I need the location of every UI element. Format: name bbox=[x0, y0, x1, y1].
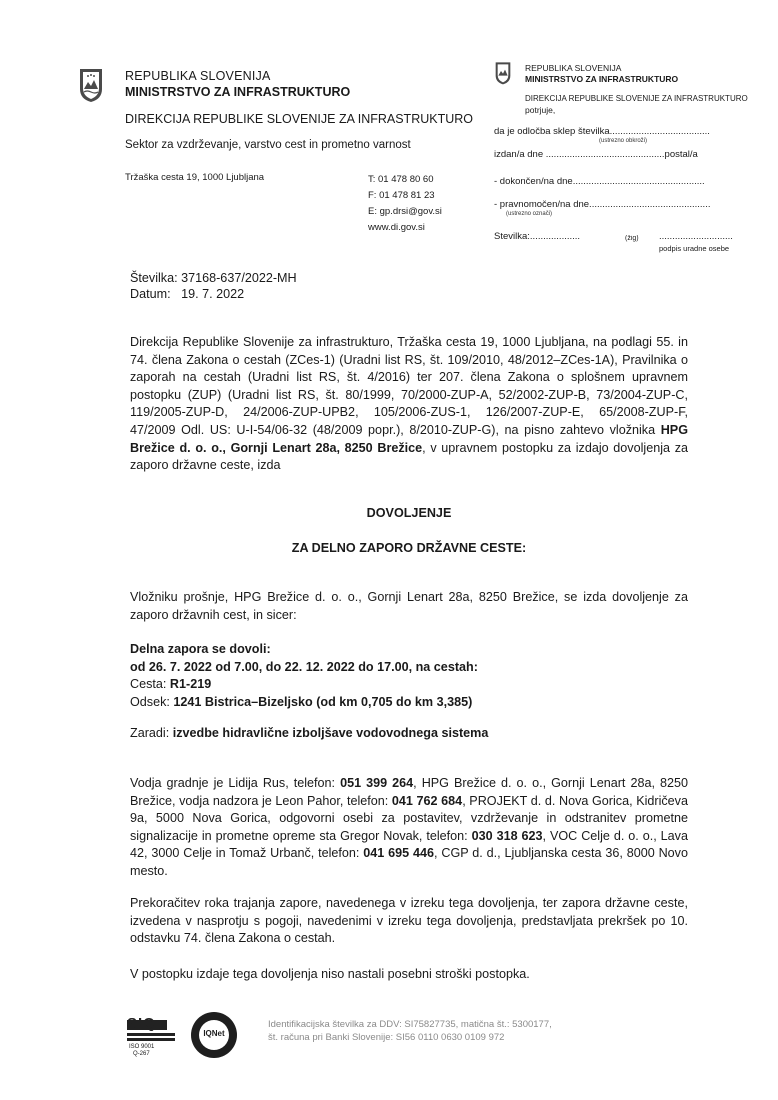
title-permit: DOVOLJENJE bbox=[366, 506, 452, 520]
phone-3: 030 318 623 bbox=[471, 828, 543, 843]
title-partial-closure: ZA DELNO ZAPORO DRŽAVNE CESTE: bbox=[291, 541, 527, 555]
iqnet-logo bbox=[191, 1012, 237, 1058]
stamp-signature-line: ............................ bbox=[659, 232, 733, 242]
fax: F: 01 478 81 23 bbox=[368, 190, 435, 201]
closure-section bbox=[130, 694, 688, 712]
stamp-line-decision: da je odločba sklep številka...................................... bbox=[494, 127, 710, 137]
resp-text-5: , CGP d. d., Ljubljanska cesta 36, 8000 Novo mesto. bbox=[130, 846, 688, 878]
closure-heading: Delna zapora se dovoli: bbox=[130, 642, 271, 656]
stamp-note-mark: (ustrezno označi) bbox=[506, 211, 553, 217]
reason-value: izvedbe hidravlične izboljšave vodovodnega sistema bbox=[172, 726, 489, 740]
stamp-directorate: DIREKCIJA REPUBLIKE SLOVENIJE ZA INFRASTRUKTURO bbox=[525, 95, 748, 103]
directorate-name: DIREKCIJA REPUBLIKE SLOVENIJE ZA INFRASTRUKTURO bbox=[125, 112, 473, 126]
stamp-ministry: MINISTRSTVO ZA INFRASTRUKTURO bbox=[525, 75, 679, 84]
stamp-seal-label: (žig) bbox=[625, 235, 639, 242]
stamp-note-circle: (ustrezno obkroži) bbox=[599, 138, 648, 144]
document-meta bbox=[130, 270, 297, 302]
grant-paragraph: Vložniku prošnje, HPG Brežice d. o. o., Gornji Lenart 28a, 8250 Brežice, se izda dovoljenje za zaporo državnih cest, in sicer: bbox=[130, 590, 688, 622]
phone-2: 041 762 684 bbox=[391, 793, 463, 808]
ministry-name: MINISTRSTVO ZA INFRASTRUKTURO bbox=[125, 85, 351, 99]
closure-road bbox=[130, 676, 688, 694]
address: Tržaška cesta 19, 1000 Ljubljana bbox=[125, 172, 265, 183]
closure-reason bbox=[130, 726, 488, 740]
document-date: Datum: 19. 7. 2022 bbox=[130, 287, 245, 301]
cert-number: Q-267 bbox=[133, 1051, 150, 1057]
contact-block bbox=[368, 172, 442, 236]
closure-period: od 26. 7. 2022 od 7.00, do 22. 12. 2022 do 17.00, na cestah: bbox=[130, 659, 478, 674]
section-label: Odsek: bbox=[130, 694, 174, 709]
resp-text-1: Vodja gradnje je Lidija Rus, telefon: bbox=[130, 776, 341, 790]
applicant-name: HPG Brežice d. o. o., Gornji Lenart 28a, 8250 Brežice bbox=[130, 422, 688, 455]
closure-details bbox=[130, 641, 688, 711]
iqnet-logo-text: IQNet bbox=[203, 1029, 225, 1038]
stamp-line-number: Številka:................... bbox=[494, 232, 581, 242]
footer-info bbox=[268, 1018, 552, 1044]
resp-text-3: , PROJEKT d. d. Nova Gorica, Kidričeva 9a, 5000 Nova Gorica, odgovorni osebi za postavitev, vzdrževanje in odstranitev prometne signalizacije in prometne opreme sta Gregor Novak, telefon: bbox=[130, 793, 688, 843]
intro-text: Direkcija Republike Slovenije za infrastrukturo, Tržaška cesta 19, 1000 Ljubljana, na podlagi 55. in 74. člena Zakona o cestah (ZCes-1) (Uradni list RS, št. 109/2010, 48/2012–ZCes-1A), Pravilnika o zaporah na cestah (Uradni list RS, št. 4/2016) ter 207. člena Zakona o splošnem upravnem postopku (ZUP) (Uradni list RS, št. 80/1999, 70/2000-ZUP-A, 52/2002-ZUP-B, 73/2004-ZUP-C, 119/2005-ZUP-D, 24/2006-ZUP-UPB2, 105/2006-ZUS-1, 126/2007-ZUP-E, 65/2008-ZUP-F, 47/2009 Odl. US: U-I-54/06-32 (48/2009 popr.), 8/2010-ZUP-G), na pisno zahtevo vložnika bbox=[130, 335, 688, 437]
confirmation-stamp bbox=[494, 60, 764, 260]
stamp-confirms: potrjuje, bbox=[525, 106, 556, 115]
costs-paragraph: V postopku izdaje tega dovoljenja niso nastali posebni stroški postopka. bbox=[130, 967, 530, 981]
coat-of-arms-icon bbox=[78, 67, 104, 103]
footer-bank: št. računa pri Banki Slovenije: SI56 0110 0630 0109 972 bbox=[268, 1032, 505, 1043]
intro-text-end: , v upravnem postopku za izdajo dovoljenja za zaporo državne ceste, izda bbox=[130, 440, 688, 473]
resp-text-4: , VOC Celje d. o. o., Lava 42, 3000 Celje in Tomaž Urbanč, telefon: bbox=[130, 828, 688, 861]
stamp-republic: REPUBLIKA SLOVENIJA bbox=[525, 64, 622, 73]
sector-name: Sektor za vzdrževanje, varstvo cest in prometno varnost bbox=[125, 139, 411, 151]
reason-label: Zaradi: bbox=[130, 726, 173, 740]
violation-paragraph: Prekoračitev roka trajanja zapore, navedenega v izreku tega dovoljenja, ter zapora državne ceste, izvedena v nasprotju s pogoji, navedenimi v izreku tega dovoljenja, predstavljata prekršek po 10. odstavku 74. člena Zakona o cestah. bbox=[130, 896, 688, 946]
republic-name: REPUBLIKA SLOVENIJA bbox=[125, 69, 271, 83]
phone-1: 051 399 264 bbox=[340, 776, 414, 790]
section-value: 1241 Bistrica–Bizeljsko (od km 0,705 do km 3,385) bbox=[173, 694, 473, 709]
intro-paragraph bbox=[130, 334, 688, 475]
document-number: Številka: 37168-637/2022-MH bbox=[130, 271, 297, 285]
responsible-persons-paragraph bbox=[130, 775, 688, 881]
phone-4: 041 695 446 bbox=[363, 846, 435, 861]
stamp-signature-label: podpis uradne osebe bbox=[659, 245, 730, 253]
road-value: R1-219 bbox=[169, 677, 212, 691]
iso-label: ISO 9001 bbox=[129, 1044, 155, 1050]
stamp-line-final: - dokončen/na dne.................................................. bbox=[494, 177, 705, 187]
siq-logo-text: SIQ bbox=[127, 1015, 156, 1032]
footer-vat: Identifikacijska številka za DDV: SI75827735, matična št.: 5300177, bbox=[268, 1019, 552, 1030]
siq-certificate-logo bbox=[127, 1016, 183, 1062]
stamp-line-issued: izdan/a dne .............................................postal/a bbox=[494, 150, 698, 160]
stamp-line-legal: - pravnomočen/na dne.............................................. bbox=[494, 200, 711, 210]
road-label: Cesta: bbox=[130, 677, 170, 691]
email: E: gp.drsi@gov.si bbox=[368, 206, 442, 217]
phone: T: 01 478 80 60 bbox=[368, 174, 434, 185]
website: www.di.gov.si bbox=[368, 222, 425, 233]
resp-text-2: , HPG Brežice d. o. o., Gornji Lenart 28a, 8250 Brežice, vodja nadzora je Leon Pahor, telefon: bbox=[130, 776, 688, 808]
